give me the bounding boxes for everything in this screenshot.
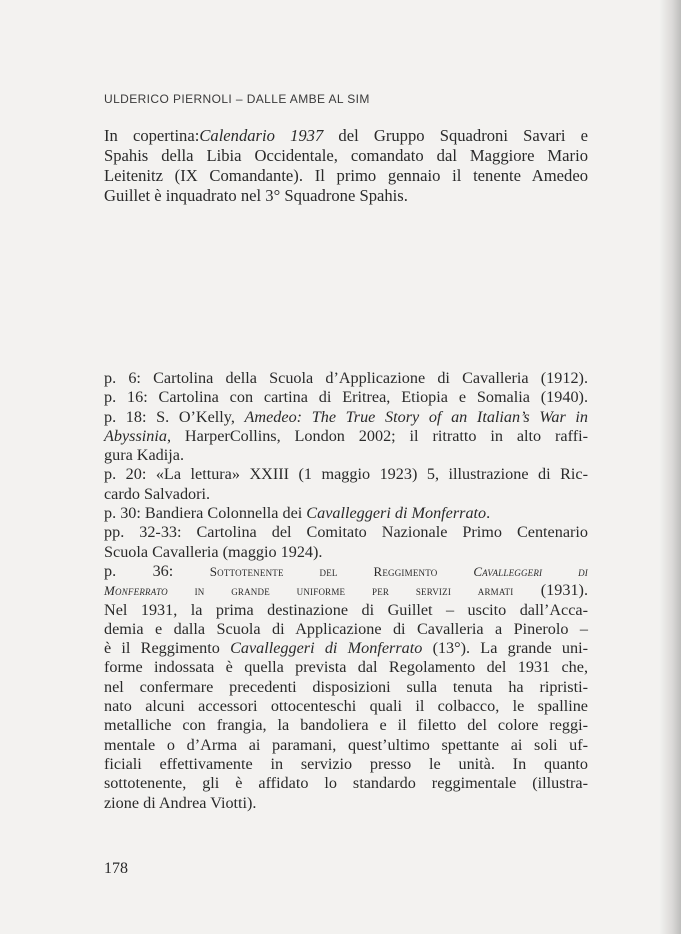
credit-line: ficiali effettivamente in servizio presso le unità. In quanto (104, 754, 588, 773)
credit-line: p. 20: «La lettura» XXIII (1 maggio 1923) 5, illustrazione di Ric- (104, 465, 588, 484)
credit-text: è il Reggimento (104, 639, 231, 658)
credit-line: forme indossata è quella prevista dal Regolamento del 1931 che, (104, 658, 588, 677)
credit-text: , HarperCollins, London 2002; il ritratto in alto raffi- (166, 426, 588, 445)
caption-line (104, 126, 588, 146)
credit-text: . (486, 504, 491, 523)
credit-title: Abyssinia (104, 426, 167, 445)
credit-text: p. 36: (104, 561, 210, 580)
page-number: 178 (104, 860, 128, 877)
credit-smallcaps: in grande uniforme per servizi armati (167, 583, 514, 599)
credit-line: mentale o d’Arma ai paramani, quest’ultimo spettante ai soli uf- (104, 735, 588, 754)
credit-line: metalliche con frangia, la bandoliera e il filetto del colore reggi- (104, 716, 588, 735)
credit-line (104, 639, 588, 658)
credit-line (104, 427, 588, 446)
credit-line: demia e dalla Scuola di Applicazione di Cavalleria a Pinerolo – (104, 619, 588, 638)
caption-line: Guillet è inquadrato nel 3° Squadrone Spahis. (104, 186, 408, 205)
credit-title: Cavalleggeri di (473, 563, 589, 579)
caption-line: Leitenitz (IX Comandante). Il primo gennaio il tenente Amedeo (104, 166, 588, 185)
credit-line: cardo Salvadori. (104, 484, 211, 503)
credit-text: p. 30: Bandiera Colonnella dei (104, 504, 307, 523)
caption-text: del Gruppo Squadroni Savari e (323, 126, 588, 145)
credit-title: Amedeo: The True Story of an Italian’s War in (244, 407, 588, 426)
caption-label: In copertina: (104, 126, 200, 145)
credit-text: p. 18: S. O’Kelly, (104, 407, 245, 426)
caption-line: Spahis della Libia Occidentale, comandato dal Maggiore Mario (104, 146, 588, 165)
credit-text: (1931). (513, 581, 588, 600)
credit-title: Cavalleggeri di Monferrato (230, 639, 423, 658)
credit-line (104, 581, 588, 600)
credit-line (104, 408, 588, 427)
credit-title: Monferrato (104, 583, 168, 599)
credit-line: gura Kadija. (104, 446, 185, 465)
credit-title: Cavalleggeri di Monferrato (306, 504, 487, 523)
credit-line: p. 16: Cartolina con cartina di Eritrea, Etiopia e Somalia (1940). (104, 388, 588, 407)
credit-line: Scuola Cavalleria (maggio 1924). (104, 542, 323, 561)
cover-caption (104, 126, 588, 206)
credit-line: Nel 1931, la prima destinazione di Guillet – uscito dall’Acca- (104, 600, 588, 619)
credit-line: nel confermare precedenti disposizioni sulla tenuta ha ripristi- (104, 677, 588, 696)
illustration-credits (104, 369, 588, 813)
credit-line: nato alcuni accessori ottocenteschi quali il colbacco, le spalline (104, 697, 588, 716)
binding-shadow (659, 0, 681, 934)
credit-line (104, 562, 588, 581)
credit-line: pp. 32-33: Cartolina del Comitato Nazionale Primo Centenario (104, 523, 588, 542)
credit-smallcaps: Sottotenente del Reggimento (209, 563, 474, 579)
credit-line (104, 504, 588, 523)
credit-text: (13°). La grande uni- (422, 639, 588, 658)
credit-line: p. 6: Cartolina della Scuola d’Applicazione di Cavalleria (1912). (104, 369, 588, 387)
credit-line: zione di Andrea Viotti). (104, 793, 257, 812)
credit-line: sottotenente, gli è affidato lo standardo reggimentale (illustra- (104, 774, 588, 793)
running-head: ULDERICO PIERNOLI – DALLE AMBE AL SIM (104, 92, 370, 106)
caption-title: Calendario 1937 (199, 126, 324, 145)
